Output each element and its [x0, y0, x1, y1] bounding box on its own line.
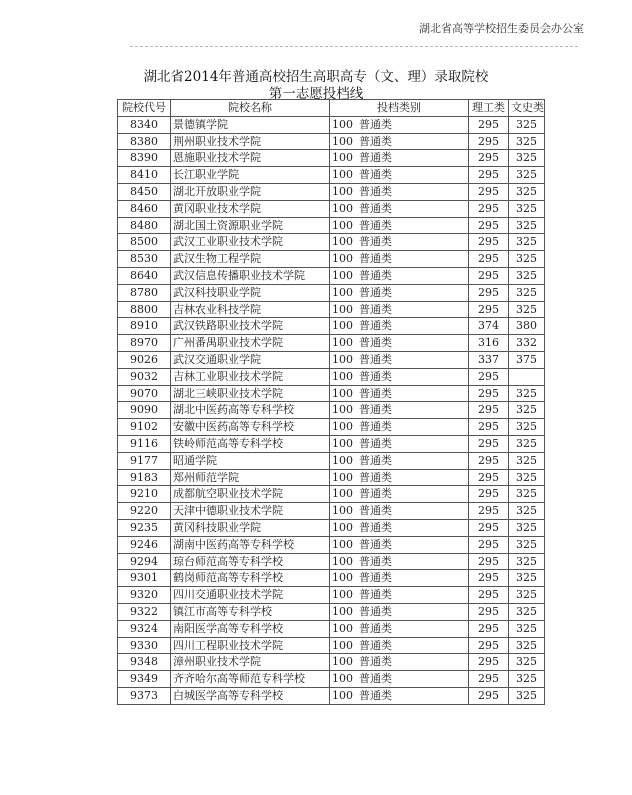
cell-name: 荆州职业技术学院	[171, 133, 330, 150]
category-code: 100	[332, 588, 353, 602]
cell-arts-score: 325	[509, 671, 545, 688]
category-label: 普通类	[359, 487, 392, 501]
cell-science-score: 295	[469, 217, 509, 234]
cell-code: 9322	[118, 603, 171, 620]
cell-science-score: 337	[469, 351, 509, 368]
cell-arts-score: 325	[509, 603, 545, 620]
category-label: 普通类	[359, 285, 392, 299]
table-row	[118, 469, 545, 486]
category-label: 普通类	[359, 218, 392, 232]
cell-category	[330, 587, 469, 604]
table-row	[118, 553, 545, 570]
table-row	[118, 519, 545, 536]
cell-name: 湖北开放职业学院	[171, 183, 330, 200]
category-label: 普通类	[359, 168, 392, 182]
cell-category	[330, 183, 469, 200]
cell-arts-score: 325	[509, 654, 545, 671]
category-code: 100	[332, 655, 353, 669]
cell-name: 黄冈职业技术学院	[171, 200, 330, 217]
cell-name: 吉林农业科技学院	[171, 301, 330, 318]
cell-code: 9349	[118, 671, 171, 688]
table-row	[118, 637, 545, 654]
cell-arts-score: 325	[509, 469, 545, 486]
cell-name: 广州番禺职业技术学院	[171, 335, 330, 352]
cell-code: 8390	[118, 150, 171, 167]
cell-category	[330, 637, 469, 654]
category-label: 普通类	[359, 688, 392, 702]
cell-science-score: 295	[469, 435, 509, 452]
cell-code: 9320	[118, 587, 171, 604]
table-row	[118, 251, 545, 268]
cell-name: 白城医学高等专科学校	[171, 687, 330, 704]
table-header-row	[118, 100, 545, 117]
table-row	[118, 435, 545, 452]
cell-arts-score: 325	[509, 116, 545, 133]
cell-science-score: 295	[469, 301, 509, 318]
category-code: 100	[332, 201, 353, 215]
category-code: 100	[332, 537, 353, 551]
cell-code: 9373	[118, 687, 171, 704]
cell-category	[330, 536, 469, 553]
cell-name: 天津中德职业技术学院	[171, 503, 330, 520]
category-code: 100	[332, 252, 353, 266]
cell-arts-score: 325	[509, 503, 545, 520]
cell-arts-score: 325	[509, 452, 545, 469]
cell-science-score: 295	[469, 553, 509, 570]
cell-category	[330, 116, 469, 133]
cell-arts-score: 325	[509, 553, 545, 570]
table-row	[118, 671, 545, 688]
page-subtitle: 第一志愿投档线	[268, 86, 364, 102]
cell-name: 武汉铁路职业技术学院	[171, 318, 330, 335]
cell-category	[330, 419, 469, 436]
cell-category	[330, 318, 469, 335]
cell-code: 8780	[118, 284, 171, 301]
cell-science-score: 295	[469, 486, 509, 503]
category-label: 普通类	[359, 302, 392, 316]
cell-category	[330, 671, 469, 688]
table-row	[118, 200, 545, 217]
cell-code: 9348	[118, 654, 171, 671]
page-title: 湖北省2014年普通高校招生高职高专（文、理）录取院校	[143, 69, 489, 85]
category-code: 100	[332, 352, 353, 366]
category-code: 100	[332, 285, 353, 299]
cell-name: 漳州职业技术学院	[171, 654, 330, 671]
category-code: 100	[332, 386, 353, 400]
category-label: 普通类	[359, 520, 392, 534]
category-label: 普通类	[359, 504, 392, 518]
cell-code: 8450	[118, 183, 171, 200]
category-label: 普通类	[359, 588, 392, 602]
category-code: 100	[332, 504, 353, 518]
category-label: 普通类	[359, 252, 392, 266]
table-row	[118, 234, 545, 251]
category-label: 普通类	[359, 470, 392, 484]
category-label: 普通类	[359, 453, 392, 467]
category-code: 100	[332, 571, 353, 585]
category-code: 100	[332, 184, 353, 198]
cell-code: 9183	[118, 469, 171, 486]
category-code: 100	[332, 218, 353, 232]
cell-code: 8800	[118, 301, 171, 318]
cell-arts-score: 325	[509, 385, 545, 402]
table-row	[118, 687, 545, 704]
cell-category	[330, 519, 469, 536]
cell-science-score: 295	[469, 116, 509, 133]
cell-science-score: 295	[469, 167, 509, 184]
category-label: 普通类	[359, 604, 392, 618]
table-row	[118, 368, 545, 385]
category-code: 100	[332, 268, 353, 282]
table-row	[118, 267, 545, 284]
cell-name: 武汉工业职业技术学院	[171, 234, 330, 251]
table-row	[118, 503, 545, 520]
cell-code: 9177	[118, 452, 171, 469]
category-code: 100	[332, 369, 353, 383]
cell-code: 8340	[118, 116, 171, 133]
category-label: 普通类	[359, 319, 392, 333]
category-code: 100	[332, 470, 353, 484]
cell-name: 吉林工业职业技术学院	[171, 368, 330, 385]
cell-arts-score: 325	[509, 687, 545, 704]
table-row	[118, 351, 545, 368]
cell-name: 鹤岗师范高等专科学校	[171, 570, 330, 587]
cell-category	[330, 267, 469, 284]
table-row	[118, 150, 545, 167]
table-row	[118, 452, 545, 469]
cell-science-score: 295	[469, 419, 509, 436]
cell-category	[330, 452, 469, 469]
cell-name: 武汉生物工程学院	[171, 251, 330, 268]
column-header-category: 投档类别	[330, 100, 469, 117]
cell-arts-score: 325	[509, 267, 545, 284]
cell-category	[330, 133, 469, 150]
cell-category	[330, 150, 469, 167]
cell-arts-score: 325	[509, 301, 545, 318]
category-label: 普通类	[359, 268, 392, 282]
cell-arts-score: 325	[509, 183, 545, 200]
category-code: 100	[332, 420, 353, 434]
table-row	[118, 587, 545, 604]
cell-code: 8640	[118, 267, 171, 284]
cell-arts-score: 325	[509, 435, 545, 452]
cell-science-score: 295	[469, 654, 509, 671]
cell-name: 昭通学院	[171, 452, 330, 469]
cell-category	[330, 234, 469, 251]
table-row	[118, 133, 545, 150]
category-code: 100	[332, 403, 353, 417]
cell-arts-score: 325	[509, 486, 545, 503]
cell-code: 9116	[118, 435, 171, 452]
cell-name: 成都航空职业技术学院	[171, 486, 330, 503]
table-row	[118, 385, 545, 402]
cell-code: 8410	[118, 167, 171, 184]
column-header-name: 院校名称	[171, 100, 330, 117]
category-label: 普通类	[359, 386, 392, 400]
table-row	[118, 570, 545, 587]
category-label: 普通类	[359, 403, 392, 417]
cell-arts-score: 325	[509, 200, 545, 217]
cell-code: 9246	[118, 536, 171, 553]
table-row	[118, 301, 545, 318]
cell-category	[330, 620, 469, 637]
category-code: 100	[332, 621, 353, 635]
table-row	[118, 603, 545, 620]
cell-category	[330, 335, 469, 352]
cell-code: 9102	[118, 419, 171, 436]
table-row	[118, 620, 545, 637]
cell-code: 9090	[118, 402, 171, 419]
cell-science-score: 295	[469, 150, 509, 167]
category-code: 100	[332, 336, 353, 350]
cell-science-score: 374	[469, 318, 509, 335]
cell-name: 湖北国土资源职业学院	[171, 217, 330, 234]
category-code: 100	[332, 168, 353, 182]
cell-name: 南阳医学高等专科学校	[171, 620, 330, 637]
cell-arts-score: 325	[509, 251, 545, 268]
cell-arts-score: 325	[509, 167, 545, 184]
cell-name: 郑州师范学院	[171, 469, 330, 486]
admission-score-table	[117, 99, 545, 705]
category-code: 100	[332, 604, 353, 618]
cell-science-score: 295	[469, 603, 509, 620]
column-header-code: 院校代号	[118, 100, 171, 117]
category-code: 100	[332, 134, 353, 148]
cell-code: 8460	[118, 200, 171, 217]
category-code: 100	[332, 638, 353, 652]
cell-code: 9324	[118, 620, 171, 637]
cell-science-score: 295	[469, 469, 509, 486]
cell-science-score: 316	[469, 335, 509, 352]
cell-name: 长江职业学院	[171, 167, 330, 184]
cell-name: 恩施职业技术学院	[171, 150, 330, 167]
category-code: 100	[332, 487, 353, 501]
cell-category	[330, 687, 469, 704]
cell-name: 铁岭师范高等专科学校	[171, 435, 330, 452]
cell-name: 黄冈科技职业学院	[171, 519, 330, 536]
cell-science-score: 295	[469, 200, 509, 217]
table-row	[118, 419, 545, 436]
cell-category	[330, 284, 469, 301]
header-divider	[130, 46, 578, 47]
cell-code: 9220	[118, 503, 171, 520]
table-row	[118, 167, 545, 184]
cell-science-score: 295	[469, 637, 509, 654]
cell-code: 9330	[118, 637, 171, 654]
cell-name: 武汉交通职业学院	[171, 351, 330, 368]
category-code: 100	[332, 672, 353, 686]
cell-arts-score: 375	[509, 351, 545, 368]
cell-name: 镇江市高等专科学校	[171, 603, 330, 620]
cell-code: 8500	[118, 234, 171, 251]
category-code: 100	[332, 453, 353, 467]
cell-arts-score: 325	[509, 150, 545, 167]
cell-code: 8530	[118, 251, 171, 268]
category-label: 普通类	[359, 117, 392, 131]
cell-name: 四川交通职业技术学院	[171, 587, 330, 604]
cell-name: 湖南中医药高等专科学校	[171, 536, 330, 553]
cell-science-score: 295	[469, 503, 509, 520]
cell-name: 湖北中医药高等专科学校	[171, 402, 330, 419]
cell-code: 9070	[118, 385, 171, 402]
category-label: 普通类	[359, 134, 392, 148]
cell-code: 9301	[118, 570, 171, 587]
category-label: 普通类	[359, 554, 392, 568]
cell-science-score: 295	[469, 368, 509, 385]
category-label: 普通类	[359, 151, 392, 165]
category-label: 普通类	[359, 201, 392, 215]
cell-arts-score: 380	[509, 318, 545, 335]
table-row	[118, 402, 545, 419]
cell-category	[330, 301, 469, 318]
category-label: 普通类	[359, 436, 392, 450]
cell-arts-score: 325	[509, 587, 545, 604]
category-label: 普通类	[359, 336, 392, 350]
cell-science-score: 295	[469, 519, 509, 536]
cell-science-score: 295	[469, 385, 509, 402]
cell-name: 湖北三峡职业技术学院	[171, 385, 330, 402]
cell-code: 9235	[118, 519, 171, 536]
cell-category	[330, 402, 469, 419]
cell-category	[330, 385, 469, 402]
cell-science-score: 295	[469, 402, 509, 419]
table-row	[118, 335, 545, 352]
table-row	[118, 284, 545, 301]
cell-category	[330, 217, 469, 234]
cell-science-score: 295	[469, 133, 509, 150]
cell-code: 9294	[118, 553, 171, 570]
category-label: 普通类	[359, 537, 392, 551]
cell-category	[330, 200, 469, 217]
cell-code: 8480	[118, 217, 171, 234]
cell-arts-score: 325	[509, 570, 545, 587]
table-row	[118, 217, 545, 234]
category-label: 普通类	[359, 235, 392, 249]
category-code: 100	[332, 520, 353, 534]
cell-arts-score: 332	[509, 335, 545, 352]
cell-name: 四川工程职业技术学院	[171, 637, 330, 654]
category-code: 100	[332, 436, 353, 450]
cell-category	[330, 570, 469, 587]
cell-name: 景德镇学院	[171, 116, 330, 133]
cell-category	[330, 603, 469, 620]
cell-category	[330, 435, 469, 452]
category-label: 普通类	[359, 352, 392, 366]
table-row	[118, 183, 545, 200]
cell-name: 武汉科技职业学院	[171, 284, 330, 301]
category-label: 普通类	[359, 420, 392, 434]
cell-science-score: 295	[469, 687, 509, 704]
cell-science-score: 295	[469, 251, 509, 268]
table-body	[118, 116, 545, 704]
cell-arts-score: 325	[509, 519, 545, 536]
table-row	[118, 654, 545, 671]
cell-science-score: 295	[469, 183, 509, 200]
cell-arts-score: 325	[509, 620, 545, 637]
cell-category	[330, 351, 469, 368]
cell-arts-score: 325	[509, 234, 545, 251]
cell-category	[330, 486, 469, 503]
cell-code: 9026	[118, 351, 171, 368]
cell-arts-score	[509, 368, 545, 385]
cell-science-score: 295	[469, 570, 509, 587]
category-code: 100	[332, 235, 353, 249]
cell-science-score: 295	[469, 671, 509, 688]
table-row	[118, 486, 545, 503]
category-label: 普通类	[359, 672, 392, 686]
category-code: 100	[332, 688, 353, 702]
category-label: 普通类	[359, 571, 392, 585]
category-label: 普通类	[359, 655, 392, 669]
category-code: 100	[332, 319, 353, 333]
cell-category	[330, 368, 469, 385]
cell-name: 齐齐哈尔高等师范专科学校	[171, 671, 330, 688]
cell-code: 8910	[118, 318, 171, 335]
cell-code: 9210	[118, 486, 171, 503]
cell-science-score: 295	[469, 536, 509, 553]
issuing-organization: 湖北省高等学校招生委员会办公室	[419, 22, 584, 35]
cell-code: 9032	[118, 368, 171, 385]
cell-arts-score: 325	[509, 536, 545, 553]
cell-science-score: 295	[469, 267, 509, 284]
cell-science-score: 295	[469, 284, 509, 301]
cell-arts-score: 325	[509, 284, 545, 301]
cell-arts-score: 325	[509, 419, 545, 436]
cell-arts-score: 325	[509, 637, 545, 654]
cell-category	[330, 553, 469, 570]
cell-name: 安徽中医药高等专科学校	[171, 419, 330, 436]
cell-category	[330, 654, 469, 671]
cell-science-score: 295	[469, 452, 509, 469]
cell-arts-score: 325	[509, 402, 545, 419]
cell-code: 8380	[118, 133, 171, 150]
cell-name: 琼台师范高等专科学校	[171, 553, 330, 570]
cell-category	[330, 167, 469, 184]
cell-category	[330, 469, 469, 486]
column-header-arts: 文史类	[509, 100, 545, 117]
category-code: 100	[332, 151, 353, 165]
table-row	[118, 116, 545, 133]
cell-arts-score: 325	[509, 217, 545, 234]
table-row	[118, 536, 545, 553]
category-label: 普通类	[359, 369, 392, 383]
category-label: 普通类	[359, 621, 392, 635]
cell-science-score: 295	[469, 620, 509, 637]
cell-code: 8970	[118, 335, 171, 352]
category-code: 100	[332, 302, 353, 316]
column-header-science: 理工类	[469, 100, 509, 117]
table-row	[118, 318, 545, 335]
cell-science-score: 295	[469, 587, 509, 604]
category-label: 普通类	[359, 184, 392, 198]
cell-category	[330, 503, 469, 520]
category-code: 100	[332, 554, 353, 568]
cell-arts-score: 325	[509, 133, 545, 150]
category-label: 普通类	[359, 638, 392, 652]
cell-category	[330, 251, 469, 268]
cell-name: 武汉信息传播职业技术学院	[171, 267, 330, 284]
cell-science-score: 295	[469, 234, 509, 251]
category-code: 100	[332, 117, 353, 131]
